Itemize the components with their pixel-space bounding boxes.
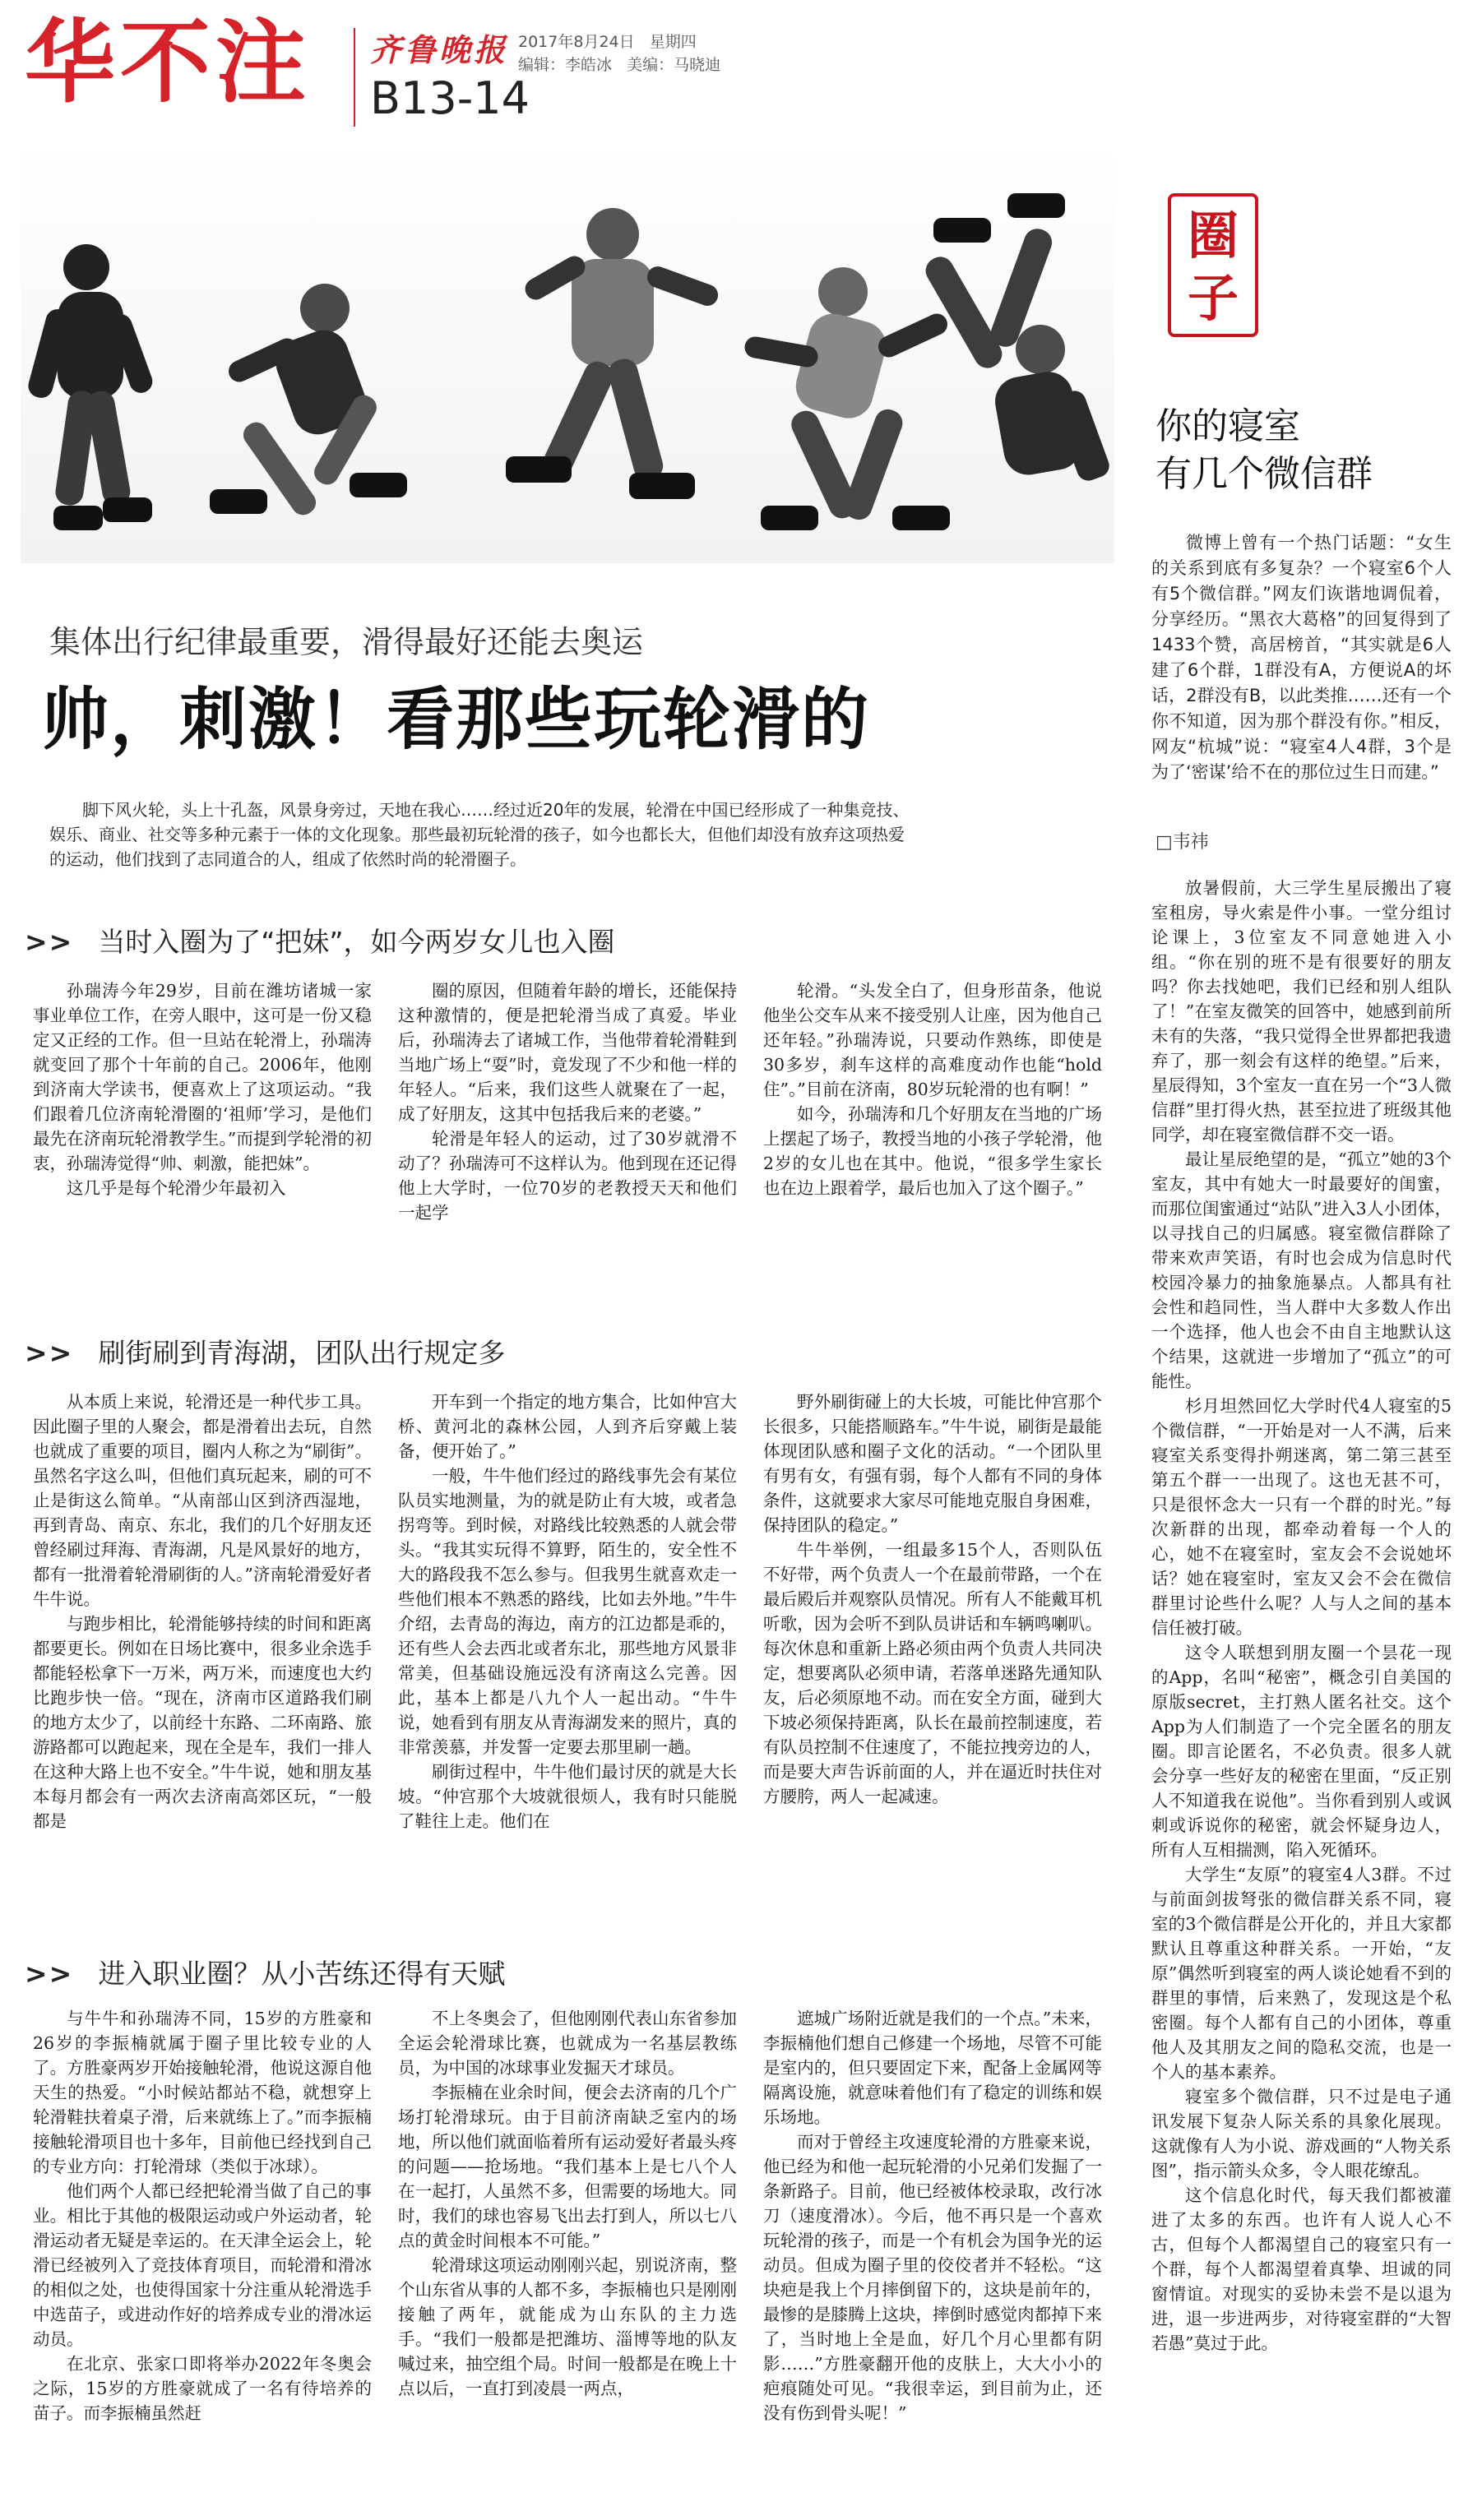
paragraph: 轮滑球这项运动刚刚兴起，别说济南，整个山东省从事的人都不多，李振楠也只是刚刚接触了两年，就能成为山东队的主力选手。“我们一般都是把潍坊、淄博等地的队友喊过来，抽空组个局。时间一般都是在晚上十点以后，一直打到凌晨一两点， (398, 2255, 737, 2398)
section-title: 刷街刷到青海湖，团队出行规定多 (98, 1337, 506, 1369)
paragraph: 杉月坦然回忆大学时代4人寝室的5个微信群，“一开始是对一人不满，后来寝室关系变得扑朔迷离，第二第三甚至第五个群一一出现了。这也无甚不可，只是很怀念大一只有一个群的时光。”每次新群的出现，都牵动着每一个人的心，她不在寝室时，室友会不会说她坏话？她在寝室时，室友又会不会在微信群里讨论些什么呢？人与人之间的基本信任被打破。 (1151, 1396, 1452, 1638)
sidebar-intro (1151, 530, 1452, 785)
newspaper-logo: 齐鲁晚报 (370, 31, 509, 68)
section-columns (33, 2006, 1102, 2512)
article-headline: 帅，刺激！看那些玩轮滑的 (41, 681, 871, 759)
text-column (398, 978, 737, 1324)
section-columns (33, 978, 1102, 1324)
paragraph: 在北京、张家口即将举办2022年冬奥会之际，15岁的方胜豪就成了一名有待培养的苗子。而李振楠虽然赶 (33, 2354, 372, 2423)
paragraph: 轮滑是年轻人的运动，过了30岁就滑不动了？孙瑞涛可不这样认为。他到现在还记得他上大学时，一位70岁的老教授天天和他们一起学 (398, 1129, 737, 1223)
paragraph: 遮城广场附近就是我们的一个点。”未来，李振楠他们想自己修建一个场地，尽管不可能是室内的，但只要固定下来，配备上金属网等隔离设施，就意味着他们有了稳定的训练和娱乐场地。 (763, 2009, 1102, 2127)
paragraph: 圈的原因，但随着年龄的增长，还能保持这种激情的，便是把轮滑当成了真爱。毕业后，孙瑞涛去了诸城工作，当他带着轮滑鞋到当地广场上“耍”时，竟发现了不少和他一样的年轻人。“后来，我们这些人就聚在了一起，成了好朋友，这其中包括我后来的老婆。” (398, 981, 737, 1124)
sidebar-title-line: 有几个微信群 (1155, 453, 1373, 495)
paragraph: 大学生“友原”的寝室4人3群。不过与前面剑拔弩张的微信群关系不同，寝室的3个微信群是公开化的，并且大家都默认且尊重这种群关系。一开始，“友原”偶然听到寝室的两人谈论她看不到的群里的事情，后来熟了，发现这是个私密圈。每个人都有自己的小团体，尊重他人及其朋友之间的隐私交流，也是一个人的基本素养。 (1151, 1865, 1452, 2082)
paragraph: 与跑步相比，轮滑能够持续的时间和距离都要更长。例如在日场比赛中，很多业余选手都能轻松拿下一万米，两万米，而速度也大约比跑步快一倍。“现在，济南市区道路我们刷的地方太少了，以前经十东路、二环南路、旅游路都可以跑起来，现在全是车，我们一排人在这种大路上也不安全。”牛牛说，她和朋友基本每月都会有一两次去济南高郊区玩，“一般都是 (33, 1614, 372, 1831)
paragraph: 轮滑。“头发全白了，但身形苗条，他说他坐公交车从来不接受别人让座，因为他自己还年轻。”孙瑞涛说，只要动作熟练，即使是30多岁，刹车这样的高难度动作也能“hold住”。”目前在济南，80岁玩轮滑的也有啊！” (763, 981, 1102, 1099)
credits (518, 53, 720, 75)
text-column (763, 2006, 1102, 2512)
text-column (763, 1389, 1102, 1932)
text-column (763, 978, 1102, 1324)
paragraph: 这个信息化时代，每天我们都被灌进了太多的东西。也许有人说人心不古，但每个人都渴望自己的寝室只有一个群，每个人都渴望着真挚、坦诚的同窗情谊。对现实的妥协未尝不是以退为进，退一步进两步，对待寝室群的“大智若愚”莫过于此。 (1151, 2185, 1452, 2353)
paragraph: 如今，孙瑞涛和几个好朋友在当地的广场上摆起了场子，教授当地的小孩子学轮滑，他2岁的女儿也在其中。他说，“很多学生家长也在边上跟着学，最后也加入了这个圈子。” (763, 1104, 1102, 1198)
paragraph: 牛牛举例，一组最多15个人，否则队伍不好带，两个负责人一个在最前带路，一个在最后殿后并观察队员情况。所有人不能戴耳机听歌，因为会听不到队员讲话和车辆鸣喇叭。每次休息和重新上路必须由两个负责人共同决定，想要离队必须申请，若落单迷路先通知队友，后必须原地不动。而在安全方面，碰到大下坡必须保持距离，队长在最前控制速度，若有队员控制不住速度了，不能拉拽旁边的人，而是要大声告诉前面的人，并在逼近时扶住对方腰胯，两人一起减速。 (763, 1540, 1102, 1806)
text-column (33, 978, 372, 1324)
paragraph: 从本质上来说，轮滑还是一种代步工具。因此圈子里的人聚会，都是滑着出去玩，自然也就成了重要的项目，圈内人称之为“刷街”。虽然名字这么叫，但他们真玩起来，刷的可不止是街这么简单。“从南部山区到济西湿地，再到青岛、南京、东北，我们的几个好朋友还曾经刷过拜海、青海湖，凡是风景好的地方，都有一批滑着轮滑刷街的人。”济南轮滑爱好者牛牛说。 (33, 1392, 372, 1609)
paragraph: 李振楠在业余时间，便会去济南的几个广场打轮滑球玩。由于目前济南缺乏室内的场地，所以他们就面临着所有运动爱好者最头疼的问题——抢场地。“我们基本上是七八个人在一起打，人虽然不多，但需要的场地大。同时，我们的球也容易飞出去打到人，所以七八点的黄金时间根本不可能。” (398, 2083, 737, 2250)
paragraph: 这令人联想到朋友圈一个昙花一现的App，名叫“秘密”，概念引自美国的原版secret，主打熟人匿名社交。这个App为人们制造了一个完全匿名的朋友圈。即言论匿名，不必负责。很多人就会分享一些好友的秘密在里面，“反正别人不知道我在说他”。当你看到别人或讽刺或诉说你的秘密，就会怀疑身边人，所有人互相揣测，陷入死循环。 (1151, 1643, 1452, 1860)
section-arrow: >> (25, 926, 74, 958)
paragraph: 而对于曾经主攻速度轮滑的方胜豪来说，他已经为和他一起玩轮滑的小兄弟们发掘了一条新路子。目前，他已经被体校录取，改行冰刀（速度滑冰）。今后，他不再只是一个喜欢玩轮滑的孩子，而是一个有机会为国争光的运动员。但成为圈子里的佼佼者并不轻松。“这块疤是我上个月摔倒留下的，这块是前年的，最惨的是膝腾上这块，摔倒时感觉肉都掉下来了，当时地上全是血，好几个月心里都有阴影……”方胜豪翻开他的皮肤上，大大小小的疤痕随处可见。“我很幸运，到目前为止，还没有伤到骨头呢！” (763, 2132, 1102, 2423)
paragraph: 寝室多个微信群，只不过是电子通讯发展下复杂人际关系的具象化展现。这就像有人为小说、游戏画的“人物关系图”，指示箭头众多，令人眼花缭乱。 (1151, 2087, 1452, 2180)
sidebar-title (1155, 403, 1373, 498)
text-column (33, 1389, 372, 1932)
skaters-illustration (21, 144, 1114, 563)
sidebar-body (1151, 876, 1452, 2512)
designer-credit: 美编：马晓迪 (627, 56, 721, 74)
paragraph: 刷街过程中，牛牛他们最讨厌的就是大长坡。“仲宫那个大坡就很烦人，我有时只能脱了鞋往上走。他们在 (398, 1762, 737, 1831)
section-title: 进入职业圈？从小苦练还得有天赋 (98, 1958, 506, 1990)
header-divider (354, 28, 355, 127)
section-heading (25, 1332, 505, 1371)
text-column (33, 2006, 372, 2512)
paragraph: 一般，牛牛他们经过的路线事先会有某位队员实地测量，为的就是防止有大坡，或者急拐弯等。到时候，对路线比较熟悉的人就会带头。“我其实玩得不算野，陌生的，安全性不大的路段我不怎么参与。但我男生就喜欢走一些他们根本不熟悉的路线，比如去外地。”牛牛介绍，去青岛的海边，南方的江边都是乖的，还有些人会去西北或者东北，那些地方风景非常美，但基础设施远没有济南这么完善。因此，基本上都是八九个人一起出动。“牛牛说，她看到有朋友从青海湖发来的照片，真的非常羡慕，并发誓一定要去那里刷一趟。 (398, 1466, 737, 1757)
date-text: 2017年8月24日 (518, 33, 635, 51)
paragraph: 这几乎是每个轮滑少年最初入 (67, 1178, 286, 1198)
paragraph: 不上冬奥会了，但他刚刚代表山东省参加全运会轮滑球比赛，也就成为一名基层教练员，为中国的冰球事业发掘天才球员。 (398, 2009, 737, 2078)
section-columns (33, 1389, 1102, 1932)
section-arrow: >> (25, 1337, 74, 1369)
hero-photo (21, 144, 1114, 563)
paragraph: 野外刷街碰上的大长坡，可能比仲宫那个长很多，只能搭顺路车。”牛牛说，刷街是最能体现团队感和圈子文化的活动。“一个团队里有男有女，有强有弱，每个人都有不同的身体条件，这就要求大家尽可能地克服自身困难，保持团队的稳定。” (763, 1392, 1102, 1535)
text-column (398, 2006, 737, 2512)
editor-credit: 编辑：李皓冰 (518, 56, 613, 74)
paragraph: 与牛牛和孙瑞涛不同，15岁的方胜豪和26岁的李振楠就属于圈子里比较专业的人了。方胜豪两岁开始接触轮滑，他说这源自他天生的热爱。“小时候站都站不稳，就想穿上轮滑鞋扶着桌子滑，后来就练上了。”而李振楠接触轮滑项目也十多年，目前他已经找到自己的专业方向：打轮滑球（类似于冰球）。 (33, 2009, 372, 2176)
section-heading (25, 1953, 505, 1991)
page-header (25, 10, 1447, 128)
intro-paragraph: 微博上曾有一个热门话题：“女生的关系到底有多复杂？一个寝室6个人有5个微信群。”网友们诙谐地调侃着，分享经历。“黑衣大葛格”的回复得到了1433个赞，高居榜首，“其实就是6人建了6个群，1群没有A，方便说A的坏话，2群没有B，以此类推……还有一个你不知道，因为那个群没有你。”相反，网友“杭城”说：“寝室4人4群，3个是为了‘密谋’给不在的那位过生日而建。” (1151, 533, 1452, 782)
sidebar-title-line: 你的寝室 (1155, 405, 1300, 447)
text-column (398, 1389, 737, 1932)
issue-date (518, 30, 697, 52)
section-heading (25, 921, 615, 959)
paragraph: 开车到一个指定的地方集合，比如仲宫大桥、黄河北的森林公园，人到齐后穿戴上装备，便开始了。” (398, 1392, 737, 1461)
article-lede: 脚下风火轮，头上十孔盔，风景身旁过，天地在我心……经过近20年的发展，轮滑在中国已经形成了一种集竞技、娱乐、商业、社交等多种元素于一体的文化现象。那些最初玩轮滑的孩子，如今也都长大，但他们却没有放弃这项热爱的运动，他们找到了志同道合的人，组成了依然时尚的轮滑圈子。 (49, 800, 910, 869)
section-arrow: >> (25, 1958, 74, 1990)
byline: □韦祎 (1155, 832, 1209, 853)
paragraph: 最让星辰绝望的是，“孤立”她的3个室友，其中有她大一时最要好的闺蜜，而那位闺蜜通过“站队”进入3人小团体，以寻找自己的归属感。寝室微信群除了带来欢声笑语，有时也会成为信息时代校园冷暴力的抽象施暴点。人都具有社会性和趋同性，当人群中大多数人作出一个选择，他人也会不由自主地默认这个结果，这就进一步增加了“孤立”的可能性。 (1151, 1149, 1452, 1391)
paragraph: 放暑假前，大三学生星辰搬出了寝室租房，导火索是件小事。一堂分组讨论课上，3位室友不同意她进入小组。“你在别的班不是有很要好的朋友吗？你去找她吧，我们已经和别人组队了！”在室友微笑的回答中，她感到前所未有的失落，“我只觉得全世界都把我遗弃了，那一刻会有这样的绝望。”后来，星辰得知，3个室友一直在另一个“3人微信群”里打得火热，甚至拉进了班级其他同学，却在寝室微信群不交一语。 (1151, 878, 1452, 1144)
paragraph: 孙瑞涛今年29岁，目前在潍坊诸城一家事业单位工作，在旁人眼中，这可是一份又稳定又正经的工作。但一旦站在轮滑上，孙瑞涛就变回了那个十年前的自己。2006年，他刚到济南大学读书，便喜欢上了这项运动。“我们跟着几位济南轮滑圈的‘祖师’学习，是他们最先在济南玩轮滑教学生。”而提到学轮滑的初衷，孙瑞涛觉得“帅、刺激，能把妹”。 (33, 981, 372, 1173)
article-dek: 集体出行纪律最重要，滑得最好还能去奥运 (49, 624, 644, 660)
section-masthead: 华不注 (25, 10, 311, 115)
column-stamp: 圈子 (1168, 193, 1258, 337)
section-title: 当时入圈为了“把妹”，如今两岁女儿也入圈 (98, 926, 615, 958)
paragraph: 他们两个人都已经把轮滑当做了自己的事业。相比于其他的极限运动或户外运动者，轮滑运动者无疑是幸运的。在天津全运会上，轮滑已经被列入了竞技体育项目，而轮滑和滑冰的相似之处，也使得国家十分注重从轮滑选手中选苗子，或进动作好的培养成专业的滑冰运动员。 (33, 2181, 372, 2349)
weekday-text: 星期四 (649, 33, 697, 51)
page-number: B13-14 (370, 72, 530, 124)
